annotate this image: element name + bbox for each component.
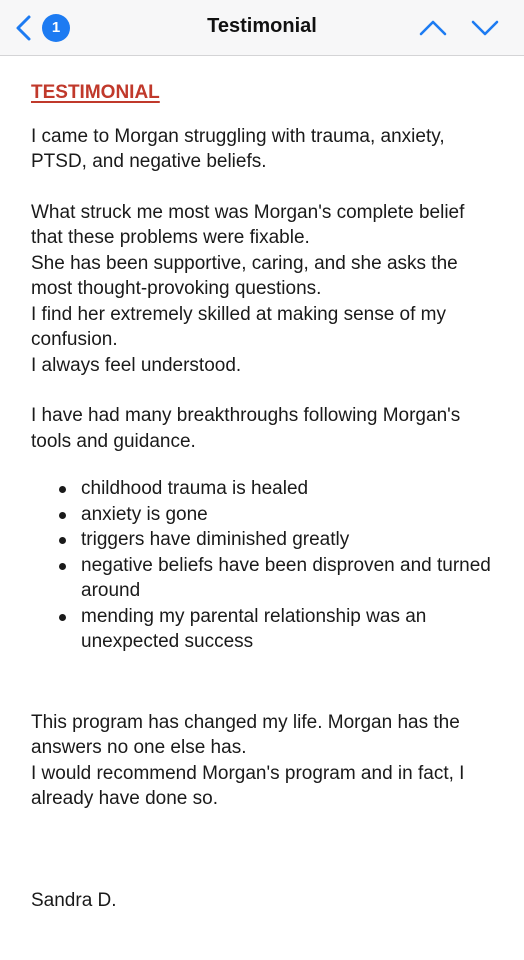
paragraph-line: She has been supportive, caring, and she asks the most thought-provoking questions. bbox=[31, 252, 458, 299]
closing-paragraph bbox=[31, 710, 501, 812]
chevron-left-icon bbox=[14, 14, 34, 42]
chevron-up-icon[interactable] bbox=[418, 14, 448, 42]
list-item: mending my parental relationship was an unexpected success bbox=[81, 604, 501, 655]
back-button[interactable] bbox=[12, 12, 74, 44]
message-body bbox=[31, 80, 501, 913]
paragraph-line: This program has changed my life. Morgan has the answers no one else has. bbox=[31, 711, 460, 758]
paragraph-line: What struck me most was Morgan's complete belief that these problems were fixable. bbox=[31, 201, 465, 248]
list-item: anxiety is gone bbox=[81, 502, 501, 528]
breakthrough-list bbox=[31, 476, 501, 655]
unread-count-badge: 1 bbox=[42, 14, 70, 42]
list-item: triggers have diminished greatly bbox=[81, 527, 501, 553]
page-title: Testimonial bbox=[207, 15, 317, 37]
testimonial-heading: TESTIMONIAL bbox=[31, 82, 160, 103]
chevron-down-icon[interactable] bbox=[470, 14, 500, 42]
breakthroughs-paragraph: I have had many breakthroughs following Morgan's tools and guidance. bbox=[31, 405, 461, 452]
paragraph-line: I find her extremely skilled at making sense of my confusion. bbox=[31, 303, 447, 350]
intro-paragraph: I came to Morgan struggling with trauma, anxiety, PTSD, and negative beliefs. bbox=[31, 125, 445, 172]
list-item: childhood trauma is healed bbox=[81, 476, 501, 502]
list-item: negative beliefs have been disproven and turned around bbox=[81, 553, 501, 604]
paragraph-line: I would recommend Morgan's program and in fact, I already have done so. bbox=[31, 762, 465, 809]
signature: Sandra D. bbox=[31, 889, 117, 911]
experience-paragraph bbox=[31, 200, 501, 379]
paragraph-line: I always feel understood. bbox=[31, 354, 242, 376]
navigation-bar bbox=[0, 0, 524, 56]
